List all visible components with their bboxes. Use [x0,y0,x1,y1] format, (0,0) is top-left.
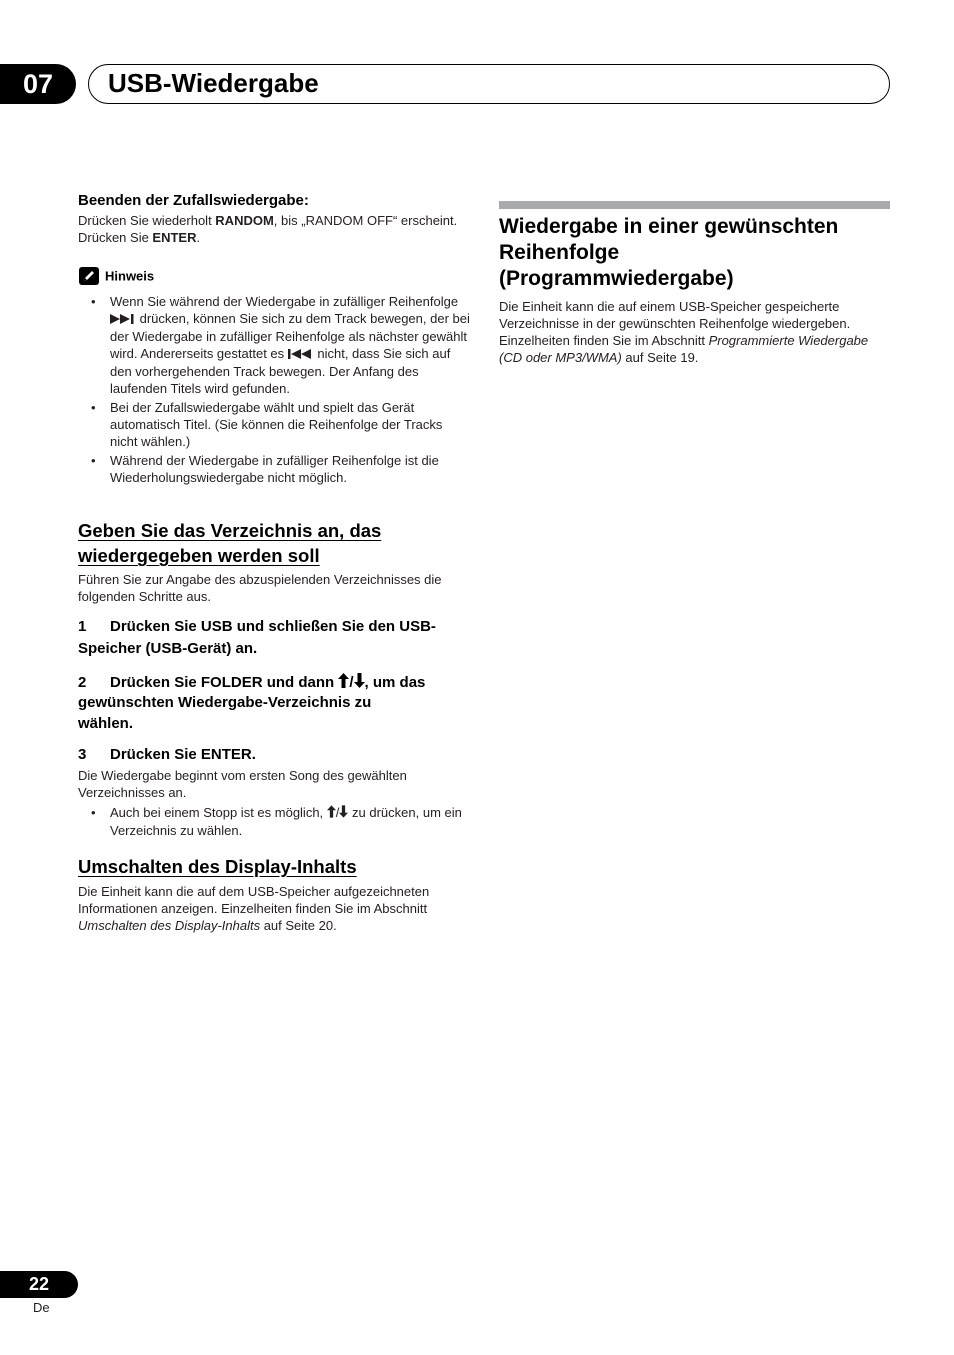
section-divider-bar [499,201,890,209]
step-1: 1 Drücken Sie USB und schließen Sie den USB- [78,618,436,635]
step-2-line-3: wählen. [78,715,134,732]
step-3: 3 Drücken Sie ENTER. [78,746,256,763]
step-2: 2 Drücken Sie FOLDER und dann / , um das [78,672,478,694]
program-heading: Wiedergabe in einer gewünschten Reihenfolge (Programmwiedergabe) [499,215,839,290]
note-bullet-1: • Wenn Sie während der Wiedergabe in zufälliger Reihenfolge drücken, können Sie sich zu dem Track bewegen, der bei der Wiedergabe in zufälliger Reihenfolge als nächster gewählt wird. Andererseits gestattet es nicht, dass Sie sich auf den vorhergehenden Track bewegen. Der Anfang des laufenden Titels wird gefunden. [78,293,470,397]
chapter-number-badge: 07 [0,64,76,104]
note-header [79,267,154,285]
folder-note-list [78,804,470,841]
step-1-continued: Speicher (USB-Gerät) an. [78,640,258,657]
note-list [78,293,470,488]
stop-random-heading: Beenden der Zufallswiedergabe: [78,192,309,209]
folder-bullet: • Auch bei einem Stopp ist es möglich, / zu drücken, um ein Verzeichnis zu wählen. [78,804,470,839]
note-bullet-2: • Bei der Zufallswiedergabe wählt und spielt das Gerät automatisch Titel. (Sie können die Reihenfolge der Tracks nicht wählen.) [78,399,470,450]
note-bullet-3: • Während der Wiedergabe in zufälliger Reihenfolge ist die Wiederholungswiedergabe nicht möglich. [78,452,470,486]
stop-random-text: Drücken Sie wiederholt RANDOM, bis „RANDOM OFF“ erscheint. Drücken Sie ENTER. [78,213,458,245]
folder-intro: Führen Sie zur Angabe des abzuspielenden Verzeichnisses die folgenden Schritte aus. [78,572,442,604]
step-2-line-2: gewünschten Wiedergabe-Verzeichnis zu [78,694,372,711]
display-text: Die Einheit kann die auf dem USB-Speicher aufgezeichneten Informationen anzeigen. Einzelheiten finden Sie im Abschnitt Umschalten des Display-Inhalts auf Seite 20. [78,884,430,933]
program-text: Die Einheit kann die auf einem USB-Speicher gespeicherte Verzeichnisse in der gewünschten Reihenfolge wiedergeben. Einzelheiten finden Sie im Abschnitt Programmierte Wiedergabe (CD oder MP3/WMA) auf Seite 19. [499,299,869,365]
page-number: 22 [0,1271,78,1298]
display-heading: Umschalten des Display-Inhalts [78,856,357,877]
down-arrow-icon [354,673,365,694]
language-code: De [33,1300,50,1315]
next-track-icon [110,311,136,328]
up-arrow-icon [327,805,336,822]
step-3-description: Die Wiedergabe beginnt vom ersten Song des gewählten Verzeichnisses an. [78,768,407,800]
previous-track-icon [288,346,314,363]
up-arrow-icon [338,673,349,694]
note-label: Hinweis [105,268,155,284]
chapter-title: USB-Wiedergabe [108,68,319,98]
pencil-note-icon [79,267,99,285]
folder-heading: Geben Sie das Verzeichnis an, das wiedergegeben werden soll [78,520,382,566]
